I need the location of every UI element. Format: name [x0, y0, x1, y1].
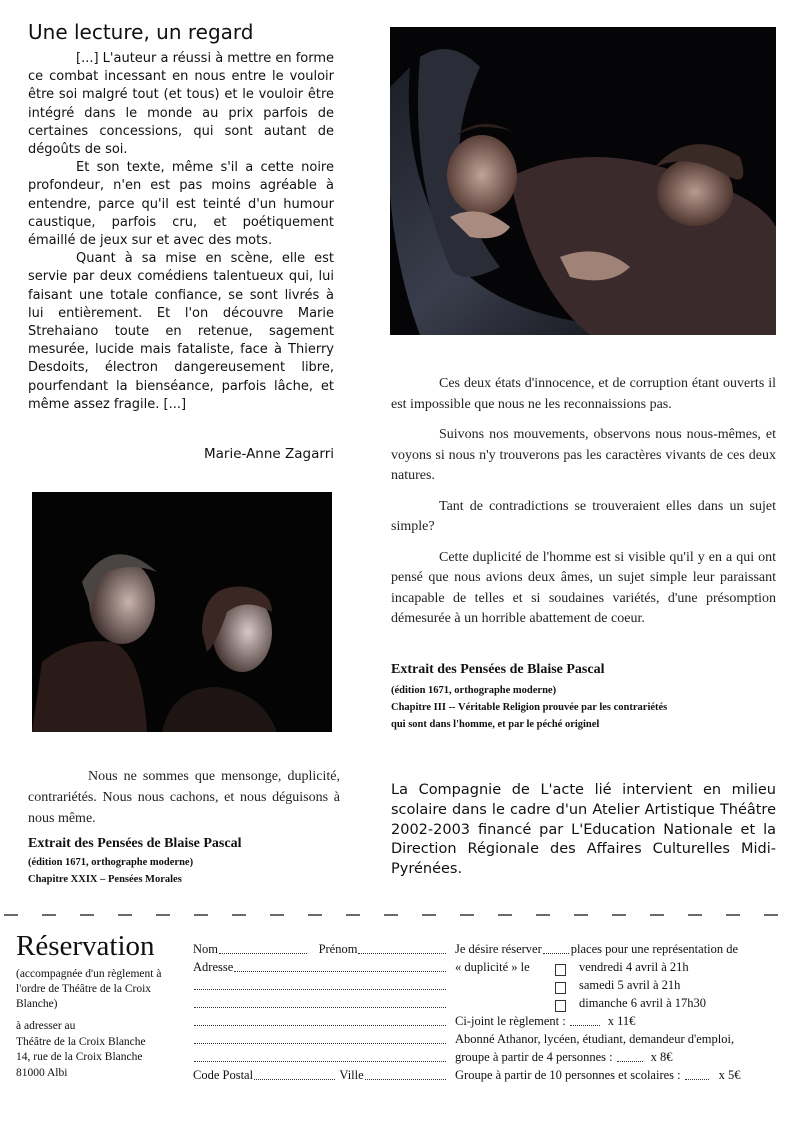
adresse-line-field[interactable]	[194, 1024, 446, 1026]
date-checkbox[interactable]	[555, 964, 566, 976]
price-group: x 5€	[718, 1068, 741, 1082]
quote-paragraph: Cette duplicité de l'homme est si visible qu'il y en a qui ont pensé que nous avions deux âmes, un sujet simple leur paraissant incapable de telles et si soudaines variétés, d'une présomption démesurée à un horrible abattement de coeur.	[391, 549, 776, 626]
ville-field[interactable]	[365, 1078, 446, 1080]
stage-photo-top	[390, 27, 776, 335]
review-paragraph: Quant à sa mise en scène, elle est servie par deux comédiens talentueux qui, lui faisant une totale confiance, se sont livrés à lui entièrement. Et l'on découvre Marie Strehaiano toute en retenue, sagement mesurée, lucide mais fataliste, face à Thierry Desdoits, électron dangereusement libre, pourfendant la bienséance, parfois lâche, et même assez fragile. [...]	[28, 251, 334, 412]
source-edition: (édition 1671, orthographe moderne)	[28, 857, 194, 868]
places-field[interactable]	[543, 952, 569, 954]
nom-label: Nom	[193, 942, 218, 956]
source-chapter: Chapitre XXIX – Pensées Morales	[28, 874, 182, 885]
quote-paragraph: Ces deux états d'innocence, et de corruption étant ouverts il est impossible que nous ne les reconnaissions pas.	[391, 376, 776, 412]
reduced-label: groupe à partir de 4 personnes :	[455, 1050, 613, 1064]
source-right	[391, 662, 781, 733]
address-line: 14, rue de la Croix Blanche	[16, 1051, 143, 1063]
review-paragraph: [...] L'auteur a réussi à mettre en forme ce combat incessant en nous entre le vouloir être soi malgré tout (et tous) et le vouloir être intégré dans le monde au prix parfois de certaines concessions, qui sont autant de dégoûts de soi.	[28, 51, 335, 158]
reduced-label: Abonné Athanor, lycéen, étudiant, demandeur d'emploi,	[455, 1032, 735, 1046]
quote-paragraph: Nous ne sommes que mensonge, duplicité, contrariétés. Nous nous cachons, et nous déguisons à nous même.	[28, 769, 340, 826]
source-chapter: qui sont dans l'homme, et par le péché originel	[391, 719, 600, 730]
source-title: Extrait des Pensées de Blaise Pascal	[391, 662, 605, 677]
date-option: vendredi 4 avril à 21h	[579, 960, 689, 974]
group-label: Groupe à partir de 10 personnes et scolaires :	[455, 1068, 681, 1082]
quote-paragraph: Suivons nos mouvements, observons nous nous-mêmes, et voyons si nous n'y trouverons pas les caractères vivants de ces deux natures.	[391, 427, 776, 483]
reserve-prefix: Je désire réserver	[455, 942, 542, 956]
reserve-suffix: places pour une représentation de	[570, 942, 739, 956]
company-blurb: La Compagnie de L'acte lié intervient en milieu scolaire dans le cadre d'un Atelier Artistique Théâtre 2002-2003 financé par L'Education Nationale et la Direction Régionale des Affaires Culturelles Midi-Pyrénées.	[391, 782, 776, 878]
date-checkbox[interactable]	[555, 982, 566, 994]
review-text	[28, 50, 334, 414]
full-price-qty-field[interactable]	[570, 1024, 600, 1026]
review-author: Marie-Anne Zagarri	[203, 446, 334, 462]
review-paragraph: Et son texte, même s'il a cette noire profondeur, n'en est pas moins agréable à entendre, parce qu'il est teinté d'un humour caustique, parfois cru, et poétiquement émaillé de jeux sur et avec des mots.	[28, 160, 334, 249]
pascal-quote-right	[391, 374, 776, 640]
source-edition: (édition 1671, orthographe moderne)	[391, 685, 557, 696]
review-title: Une lecture, un regard	[28, 20, 254, 44]
date-option: dimanche 6 avril à 17h30	[579, 996, 707, 1010]
address-line: à adresser au	[16, 1020, 76, 1032]
date-option: samedi 5 avril à 21h	[579, 978, 681, 992]
reservation-title: Réservation	[16, 930, 155, 962]
source-left	[28, 836, 348, 888]
price-reduced: x 8€	[650, 1050, 673, 1064]
reservation-address	[16, 1019, 191, 1081]
source-chapter: Chapitre III -- Véritable Religion prouvée par les contrariétés	[391, 702, 668, 713]
nom-field[interactable]	[219, 952, 307, 954]
adresse-line-field[interactable]	[194, 1042, 446, 1044]
adresse-label: Adresse	[193, 960, 234, 974]
ville-label: Ville	[339, 1068, 364, 1082]
reservation-form-left	[193, 940, 448, 1084]
prenom-field[interactable]	[358, 952, 446, 954]
prenom-label: Prénom	[318, 942, 358, 956]
price-full: x 11€	[607, 1014, 636, 1028]
reduced-qty-field[interactable]	[617, 1060, 643, 1062]
group-qty-field[interactable]	[685, 1078, 709, 1080]
reservation-form-right	[455, 940, 795, 1084]
code-postal-label: Code Postal	[193, 1068, 254, 1082]
date-checkbox[interactable]	[555, 1000, 566, 1012]
stage-photo-left	[32, 492, 332, 732]
address-line: 81000 Albi	[16, 1066, 68, 1079]
cut-line	[4, 907, 796, 923]
payment-label: Ci-joint le règlement :	[455, 1014, 566, 1028]
adresse-line-field[interactable]	[194, 988, 446, 990]
pascal-quote-left	[28, 766, 340, 829]
source-title: Extrait des Pensées de Blaise Pascal	[28, 836, 242, 851]
quote-paragraph: Tant de contradictions se trouveraient elles dans un sujet simple?	[391, 498, 776, 534]
adresse-field[interactable]	[234, 970, 446, 972]
adresse-line-field[interactable]	[194, 1060, 446, 1062]
adresse-line-field[interactable]	[194, 1006, 446, 1008]
code-postal-field[interactable]	[254, 1078, 335, 1080]
reservation-note: (accompagnée d'un règlement à l'ordre de Théâtre de la Croix Blanche)	[16, 968, 162, 1010]
show-label: « duplicité » le	[455, 960, 530, 974]
address-line: Théâtre de la Croix Blanche	[16, 1035, 146, 1048]
